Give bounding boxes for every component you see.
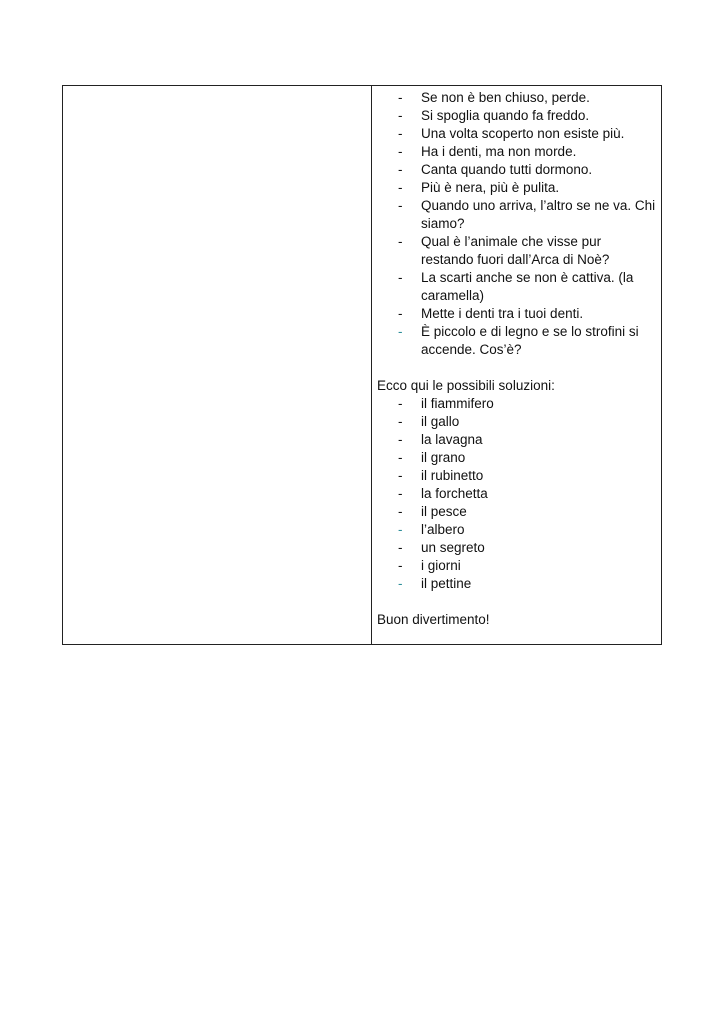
- solution-item: [377, 575, 657, 593]
- riddle-item-text: Qual è l’animale che visse pur restando fuori dall’Arca di Noè?: [421, 234, 610, 267]
- solutions-intro: Ecco qui le possibili soluzioni:: [377, 378, 555, 393]
- list-bullet-dash: -: [398, 126, 403, 141]
- solution-list: [377, 395, 657, 593]
- list-bullet-dash: -: [398, 90, 403, 105]
- list-bullet-dash: -: [398, 162, 403, 177]
- solution-item: [377, 413, 657, 431]
- solution-item-text: il pesce: [421, 504, 467, 519]
- riddle-item: [377, 143, 657, 161]
- riddle-item: [377, 125, 657, 143]
- list-bullet-dash: -: [398, 486, 403, 501]
- list-bullet-dash: -: [398, 396, 403, 411]
- riddle-item: [377, 233, 657, 269]
- content-table: [62, 85, 662, 645]
- list-bullet-dash: -: [398, 540, 403, 555]
- spacer: [377, 593, 657, 611]
- list-bullet-dash: -: [398, 324, 403, 339]
- solution-item-text: il fiammifero: [421, 396, 494, 411]
- solution-item: [377, 467, 657, 485]
- solution-item-text: il rubinetto: [421, 468, 484, 483]
- riddle-item-text: Se non è ben chiuso, perde.: [421, 90, 590, 105]
- column-divider: [371, 86, 372, 644]
- spacer: [377, 359, 657, 377]
- list-bullet-dash: -: [398, 180, 403, 195]
- solution-item: [377, 557, 657, 575]
- riddle-item: [377, 197, 657, 233]
- riddle-item-text: È piccolo e di legno e se lo strofini si accende. Cos’è?: [421, 324, 639, 357]
- closing-text: Buon divertimento!: [377, 612, 490, 627]
- solution-item: [377, 395, 657, 413]
- table-cell-right: [377, 89, 657, 629]
- list-bullet-dash: -: [398, 108, 403, 123]
- riddle-list: [377, 89, 657, 359]
- riddle-item-text: La scarti anche se non è cattiva. (la caramella): [421, 270, 634, 303]
- list-bullet-dash: -: [398, 234, 403, 249]
- riddle-item: [377, 107, 657, 125]
- riddle-item: [377, 89, 657, 107]
- solution-item: [377, 449, 657, 467]
- riddle-item: [377, 179, 657, 197]
- list-bullet-dash: -: [398, 198, 403, 213]
- list-bullet-dash: -: [398, 144, 403, 159]
- list-bullet-dash: -: [398, 468, 403, 483]
- riddle-item: [377, 305, 657, 323]
- list-bullet-dash: -: [398, 576, 403, 591]
- riddle-item-text: Quando uno arriva, l’altro se ne va. Chi siamo?: [421, 198, 656, 231]
- solution-item-text: il grano: [421, 450, 466, 465]
- list-bullet-dash: -: [398, 558, 403, 573]
- list-bullet-dash: -: [398, 432, 403, 447]
- solution-item-text: l’albero: [421, 522, 465, 537]
- solution-item-text: i giorni: [421, 558, 461, 573]
- list-bullet-dash: -: [398, 522, 403, 537]
- solution-item-text: un segreto: [421, 540, 485, 555]
- list-bullet-dash: -: [398, 450, 403, 465]
- riddle-item-text: Mette i denti tra i tuoi denti.: [421, 306, 584, 321]
- solution-item-text: il gallo: [421, 414, 460, 429]
- riddle-item-text: Canta quando tutti dormono.: [421, 162, 593, 177]
- solution-item-text: la forchetta: [421, 486, 488, 501]
- list-bullet-dash: -: [398, 504, 403, 519]
- riddle-item-text: Una volta scoperto non esiste più.: [421, 126, 625, 141]
- solution-item: [377, 431, 657, 449]
- list-bullet-dash: -: [398, 270, 403, 285]
- riddle-item: [377, 161, 657, 179]
- riddle-item-text: Ha i denti, ma non morde.: [421, 144, 577, 159]
- riddle-item-text: Più è nera, più è pulita.: [421, 180, 560, 195]
- solution-item-text: la lavagna: [421, 432, 483, 447]
- riddle-item-text: Si spoglia quando fa freddo.: [421, 108, 590, 123]
- solution-item: [377, 521, 657, 539]
- list-bullet-dash: -: [398, 306, 403, 321]
- solution-item-text: il pettine: [421, 576, 472, 591]
- solution-item: [377, 539, 657, 557]
- riddle-item: [377, 323, 657, 359]
- list-bullet-dash: -: [398, 414, 403, 429]
- solution-item: [377, 503, 657, 521]
- solution-item: [377, 485, 657, 503]
- table-cell-left-empty: [63, 86, 371, 644]
- riddle-item: [377, 269, 657, 305]
